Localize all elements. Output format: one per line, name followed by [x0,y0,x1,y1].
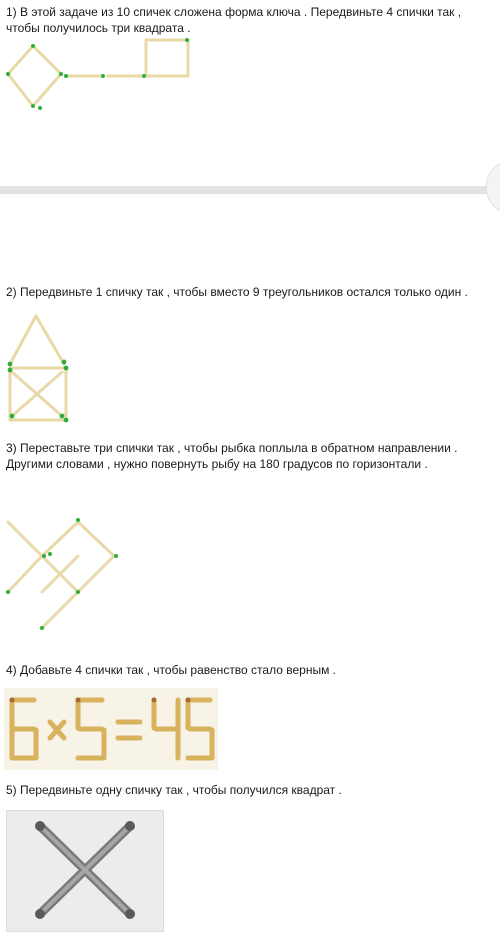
task-2-text: 2) Передвиньте 1 спичку так , чтобы вместо 9 треугольников остался только один . [6,285,468,299]
task-5-text: 5) Передвиньте одну спичку так , чтобы получился квадрат . [6,783,342,797]
house-matchstick-figure [0,310,80,430]
equation-matchsticks [4,688,218,770]
scroll-handle[interactable] [486,160,500,214]
section-divider [0,186,500,194]
crossed-matches [6,810,162,930]
task-1-text: 1) В этой задаче из 10 спичек сложена форма ключа . Передвиньте 4 спички так , чтобы получилось три квадрата . [6,5,462,35]
key-matchstick-figure [0,34,200,114]
task-4-text: 4) Добавьте 4 спички так , чтобы равенство стало верным . [6,663,336,677]
task-3-text: 3) Переставьте три спички так , чтобы рыбка поплыла в обратном направлении . Другими словами , нужно повернуть рыбу на 180 градусов по горизонтали . [6,441,458,471]
fish-matchstick-figure [0,488,140,628]
